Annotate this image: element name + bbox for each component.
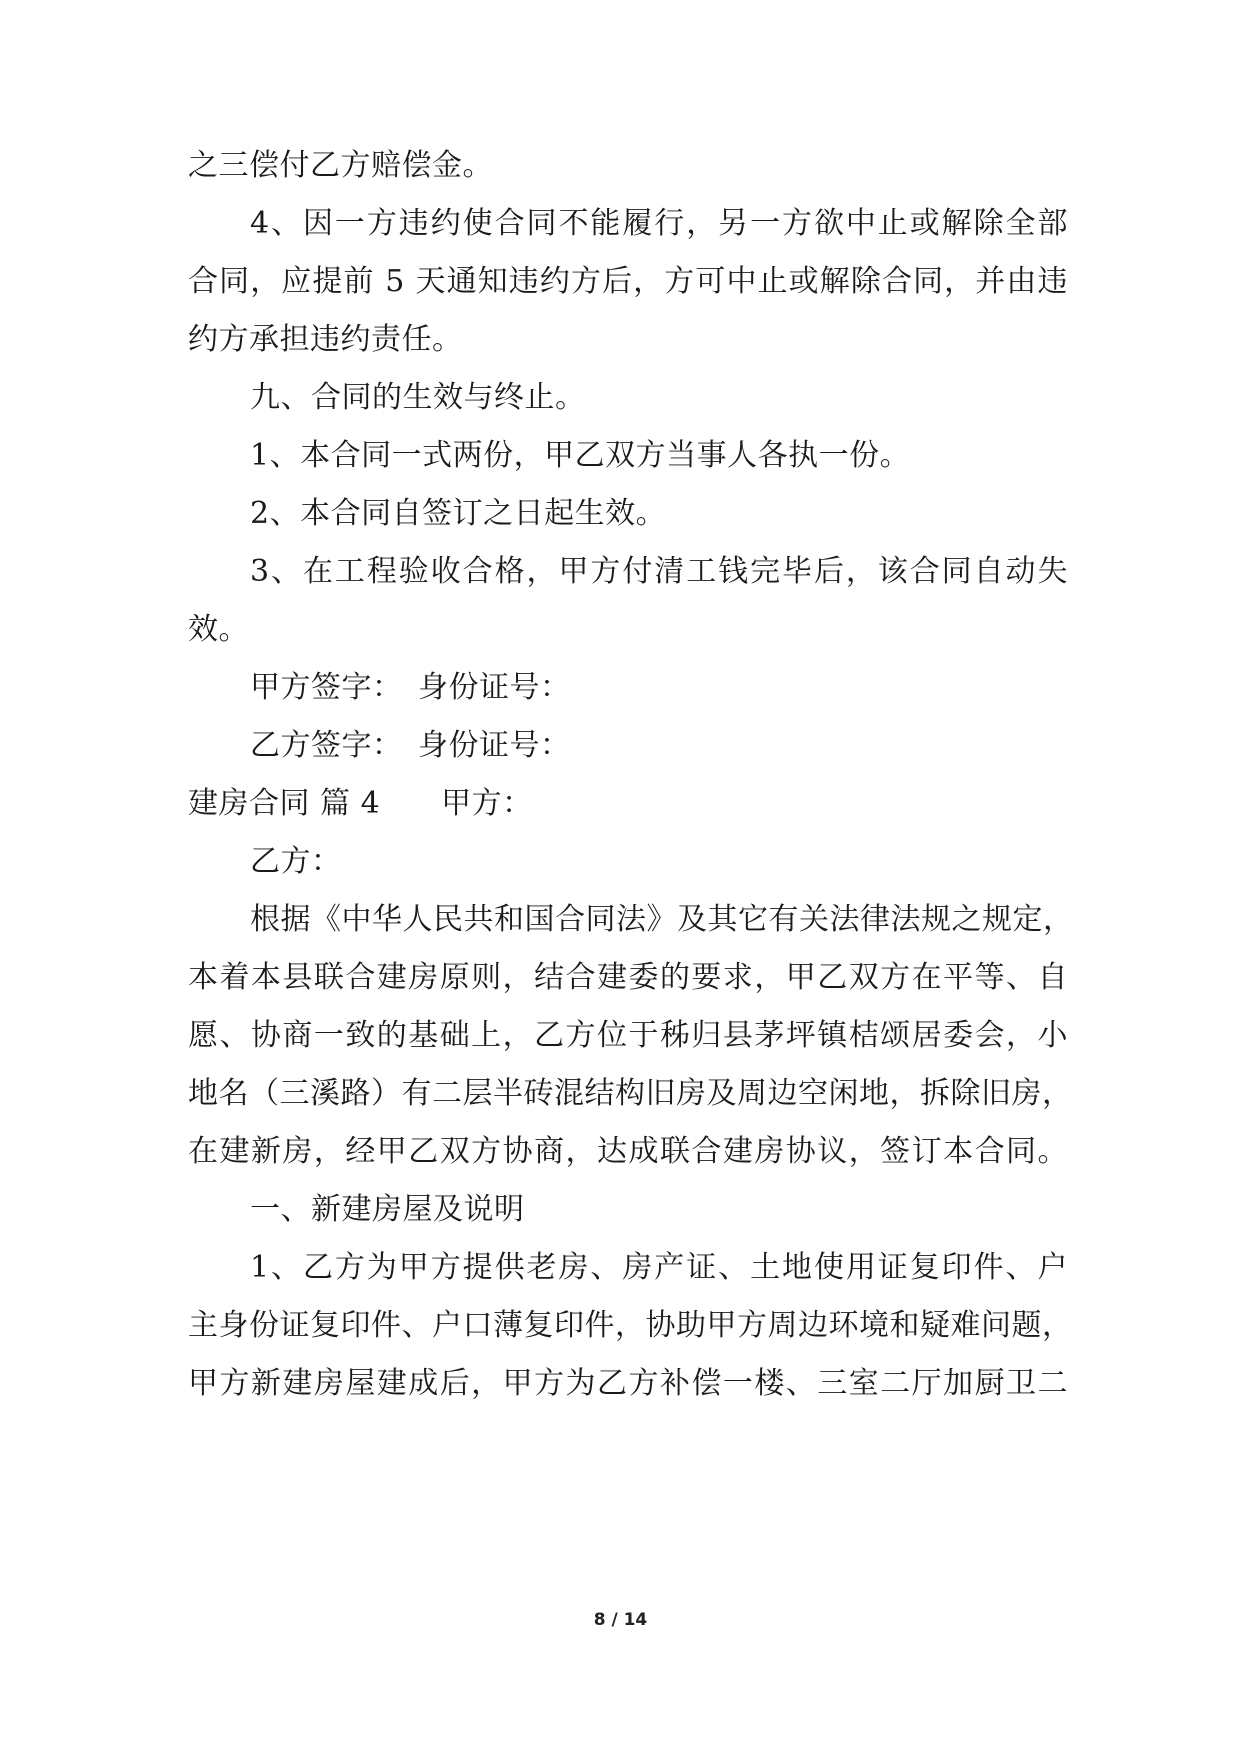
contract-title-line: 建房合同 篇 4 甲方： — [188, 786, 533, 821]
section-heading-one: 一、新建房屋及说明 — [250, 1192, 525, 1227]
party-b-line: 乙方： — [250, 844, 342, 879]
text-line-2: 4、因一方违约使合同不能履行，另一方欲中止或解除全部 — [250, 206, 1068, 241]
text-line-9: 效。 — [188, 612, 249, 647]
text-line-3: 合同，应提前 5 天通知违约方后，方可中止或解除合同，并由违 — [188, 264, 1068, 299]
text-line-21: 主身份证复印件、户口薄复印件，协助甲方周边环境和疑难问题， — [188, 1308, 1073, 1343]
text-line-1: 之三偿付乙方赔偿金。 — [188, 148, 493, 183]
text-line-6: 1、本合同一式两份，甲乙双方当事人各执一份。 — [250, 438, 911, 473]
section-heading-nine: 九、合同的生效与终止。 — [250, 380, 586, 415]
text-line-14: 根据《中华人民共和国合同法》及其它有关法律法规之规定， — [250, 902, 1074, 937]
text-line-17: 地名（三溪路）有二层半砖混结构旧房及周边空闲地，拆除旧房， — [188, 1076, 1073, 1111]
party-a-signature-line: 甲方签字： 身份证号： — [250, 670, 571, 705]
party-b-signature-line: 乙方签字： 身份证号： — [250, 728, 571, 763]
text-line-8: 3、在工程验收合格，甲方付清工钱完毕后，该合同自动失 — [250, 554, 1068, 589]
text-line-7: 2、本合同自签订之日起生效。 — [250, 496, 667, 531]
page-number: 8 / 14 — [593, 1610, 648, 1630]
text-line-20: 1、乙方为甲方提供老房、房产证、土地使用证复印件、户 — [250, 1250, 1068, 1285]
text-line-4: 约方承担违约责任。 — [188, 322, 463, 357]
text-line-15: 本着本县联合建房原则，结合建委的要求，甲乙双方在平等、自 — [188, 960, 1068, 995]
text-line-18: 在建新房，经甲乙双方协商，达成联合建房协议，签订本合同。 — [188, 1134, 1068, 1169]
text-line-22: 甲方新建房屋建成后，甲方为乙方补偿一楼、三室二厅加厨卫二 — [188, 1366, 1068, 1401]
text-line-16: 愿、协商一致的基础上，乙方位于秭归县茅坪镇桔颂居委会，小 — [188, 1018, 1068, 1053]
